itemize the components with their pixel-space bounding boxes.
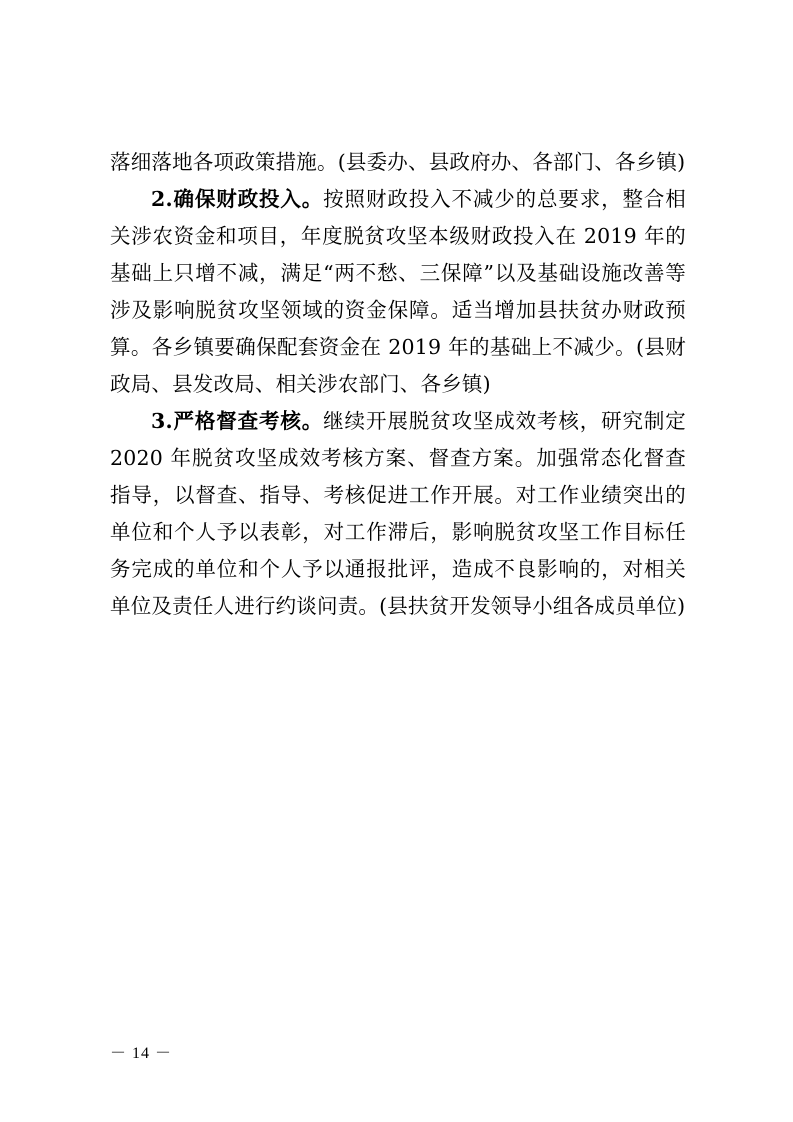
body-text — [110, 144, 686, 625]
paragraph-supervision-assessment — [110, 403, 686, 625]
paragraph-body: 继续开展脱贫攻坚成效考核，研究制定 2020 年脱贫攻坚成效考核方案、督查方案。加强常态化督查指导，以督查、指导、考核促进工作开展。对工作业绩突出的单位和个人予以表彰，对工作滞后，影响脱贫攻坚工作目标任务完成的单位和个人予以通报批评，造成不良影响的，对相关单位及责任人进行约谈问责。(县扶贫开发领导小组各成员单位) — [110, 409, 686, 618]
paragraph-body: 按照财政投入不减少的总要求，整合相关涉农资金和项目，年度脱贫攻坚本级财政投入在 2019 年的基础上只增不减，满足“两不愁、三保障”以及基础设施改善等涉及影响脱贫攻坚领域的资金保障。适当增加县扶贫办财政预算。各乡镇要确保配套资金在 2019 年的基础上不减少。(县财政局、县发改局、相关涉农部门、各乡镇) — [110, 187, 686, 396]
page-number: － 14 － — [110, 1045, 173, 1062]
paragraph-heading: 2.确保财政投入。 — [151, 187, 324, 211]
paragraph-heading: 3.严格督查考核。 — [151, 409, 324, 433]
paragraph-fiscal-investment — [110, 181, 686, 403]
paragraph-continuation — [110, 144, 686, 181]
paragraph-body: 落细落地各项政策措施。(县委办、县政府办、各部门、各乡镇) — [110, 150, 686, 174]
